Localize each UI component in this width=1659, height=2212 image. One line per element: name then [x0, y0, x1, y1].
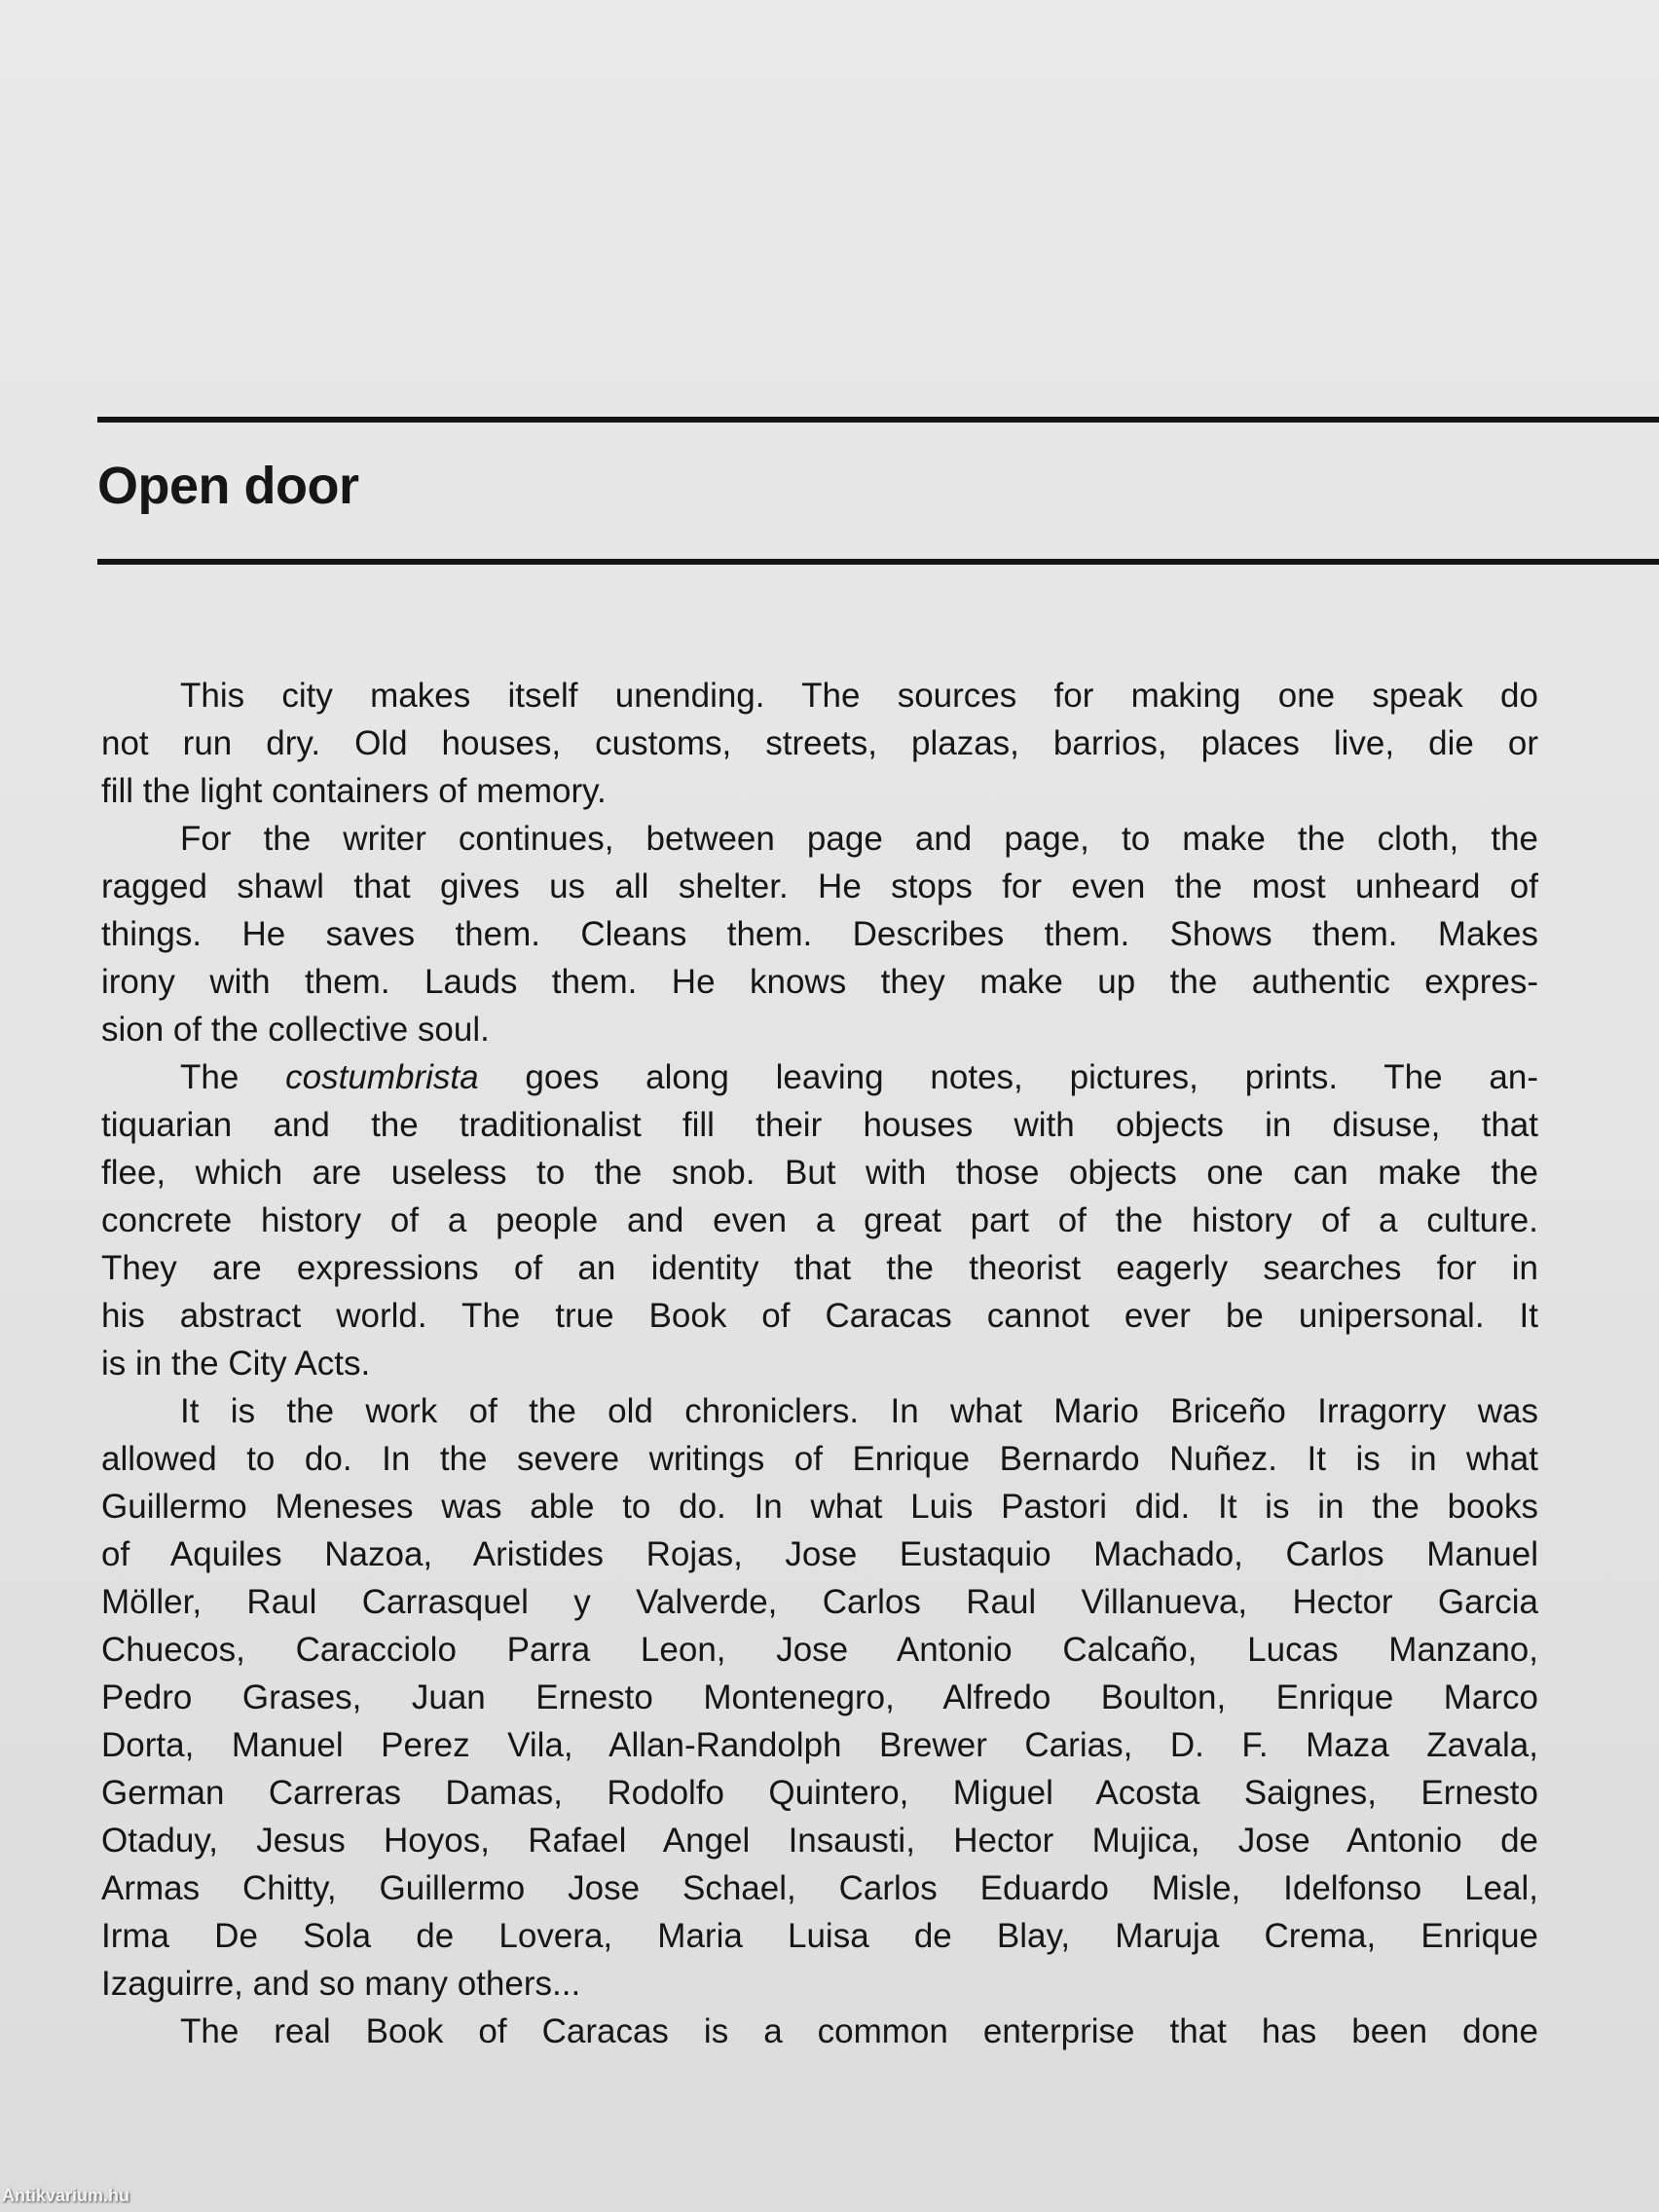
paragraph [101, 815, 1538, 1053]
paragraph [101, 1387, 1538, 2008]
text-line: not run dry. Old houses, customs, streets, plazas, barrios, places live, die or [101, 724, 1538, 762]
text-line: things. He saves them. Cleans them. Describes them. Shows them. Makes [101, 915, 1538, 953]
text-line: of Aquiles Nazoa, Aristides Rojas, Jose Eustaquio Machado, Carlos Manuel [101, 1535, 1538, 1573]
heading-rule-top [97, 417, 1659, 423]
text-line: is in the City Acts. [101, 1345, 371, 1382]
text-line: Möller, Raul Carrasquel y Valverde, Carlos Raul Villanueva, Hector Garcia [101, 1583, 1538, 1621]
paragraph [101, 1053, 1538, 1387]
text-line [101, 1053, 1538, 1101]
text-line: It is the work of the old chroniclers. In what Mario Briceño Irragorry was [180, 1392, 1538, 1430]
body-text [101, 672, 1538, 2055]
text-line: irony with them. Lauds them. He knows they make up the authentic expres- [101, 963, 1538, 1001]
page-title: Open door [97, 457, 359, 515]
text-line: sion of the collective soul. [101, 1011, 490, 1049]
text-line: tiquarian and the traditionalist fill their houses with objects in disuse, that [101, 1106, 1538, 1144]
text-line: For the writer continues, between page and page, to make the cloth, the [180, 820, 1538, 858]
text-line: fill the light containers of memory. [101, 772, 607, 810]
watermark-logo: Antikvarium.hu [2, 2186, 130, 2205]
text-line: his abstract world. The true Book of Caracas cannot ever be unipersonal. It [101, 1297, 1538, 1335]
text-line: ragged shawl that gives us all shelter. He stops for even the most unheard of [101, 867, 1538, 905]
text-line: Irma De Sola de Lovera, Maria Luisa de Blay, Maruja Crema, Enrique [101, 1917, 1538, 1955]
text-line: Izaguirre, and so many others... [101, 1965, 581, 2003]
text-line: Guillermo Meneses was able to do. In what Luis Pastori did. It is in the books [101, 1488, 1538, 1526]
text-segment: goes along leaving notes, pictures, prints. The an- [478, 1058, 1538, 1096]
text-line: Dorta, Manuel Perez Vila, Allan-Randolph Brewer Carias, D. F. Maza Zavala, [101, 1726, 1538, 1764]
text-segment: The [180, 1058, 286, 1096]
text-line: concrete history of a people and even a great part of the history of a culture. [101, 1201, 1538, 1239]
text-line: Otaduy, Jesus Hoyos, Rafael Angel Insausti, Hector Mujica, Jose Antonio de [101, 1822, 1538, 1860]
text-line: allowed to do. In the severe writings of Enrique Bernardo Nuñez. It is in what [101, 1440, 1538, 1478]
text-line: flee, which are useless to the snob. But with those objects one can make the [101, 1154, 1538, 1192]
text-line: Chuecos, Caracciolo Parra Leon, Jose Antonio Calcaño, Lucas Manzano, [101, 1631, 1538, 1669]
italic-term: costumbrista [285, 1058, 479, 1096]
text-line: The real Book of Caracas is a common enterprise that has been done [180, 2012, 1538, 2050]
paragraph [101, 672, 1538, 815]
heading-rule-bottom [97, 559, 1659, 565]
text-line: Pedro Grases, Juan Ernesto Montenegro, Alfredo Boulton, Enrique Marco [101, 1678, 1538, 1716]
text-line: Armas Chitty, Guillermo Jose Schael, Carlos Eduardo Misle, Idelfonso Leal, [101, 1869, 1538, 1907]
text-line: They are expressions of an identity that the theorist eagerly searches for in [101, 1249, 1538, 1287]
paragraph [101, 2008, 1538, 2055]
text-line: German Carreras Damas, Rodolfo Quintero, Miguel Acosta Saignes, Ernesto [101, 1774, 1538, 1812]
text-line: This city makes itself unending. The sources for making one speak do [180, 677, 1538, 715]
